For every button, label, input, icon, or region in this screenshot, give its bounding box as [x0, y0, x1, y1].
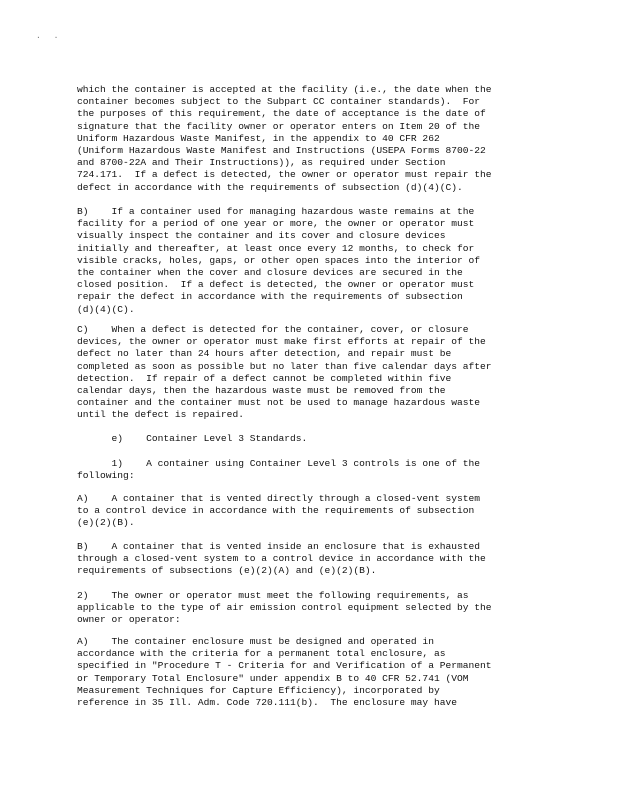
text-line: completed as soon as possible but no later than five calendar days after	[77, 360, 492, 372]
text-line: until the defect is repaired.	[77, 409, 244, 421]
text-line: e) Container Level 3 Standards.	[77, 433, 308, 444]
text-line: reference in 35 Ill. Adm. Code 720.111(b). The enclosure may have	[77, 697, 457, 709]
text-line: following:	[77, 470, 135, 482]
paragraph-item-2	[77, 590, 537, 627]
text-line: to a control device in accordance with the requirements of subsection	[77, 505, 475, 517]
text-line: owner or operator:	[77, 614, 181, 626]
paragraph-item-c	[77, 324, 537, 422]
paragraph-item-e1b	[77, 541, 537, 578]
text-line: detection. If repair of a defect cannot be completed within five	[77, 372, 452, 384]
text-line: container becomes subject to the Subpart CC container standards). For	[77, 96, 481, 108]
paragraph-continuation	[77, 84, 537, 194]
text-line: or Temporary Total Enclosure" under appendix B to 40 CFR 52.741 (VOM	[77, 672, 469, 684]
text-line: (e)(2)(B).	[77, 517, 135, 529]
text-line: visually inspect the container and its cover and closure devices	[77, 230, 446, 242]
text-line: requirements of subsections (e)(2)(A) and (e)(2)(B).	[77, 565, 377, 577]
corner-mark: . .	[36, 31, 63, 40]
text-line: (d)(4)(C).	[77, 303, 135, 315]
text-line: initially and thereafter, at least once every 12 months, to check for	[77, 242, 475, 254]
paragraph-item-e1a	[77, 493, 537, 530]
text-line: which the container is accepted at the facility (i.e., the date when the	[77, 84, 492, 95]
text-line: accordance with the criteria for a permanent total enclosure, as	[77, 648, 446, 660]
text-line: 724.171. If a defect is detected, the owner or operator must repair the	[77, 169, 492, 181]
section-heading-container-level-3	[77, 433, 537, 445]
text-line: repair the defect in accordance with the requirements of subsection	[77, 291, 463, 303]
text-line: and 8700-22A and Their Instructions)), as required under Section	[77, 157, 446, 169]
text-line: A) The container enclosure must be designed and operated in	[77, 636, 434, 647]
text-line: the purposes of this requirement, the date of acceptance is the date of	[77, 108, 486, 120]
text-line: calendar days, then the hazardous waste must be removed from the	[77, 385, 446, 397]
text-line: 2) The owner or operator must meet the following requirements, as	[77, 590, 469, 601]
text-line: through a closed-vent system to a control device in accordance with the	[77, 553, 486, 565]
text-line: defect no later than 24 hours after detection, and repair must be	[77, 348, 452, 360]
text-line: defect in accordance with the requirements of subsection (d)(4)(C).	[77, 181, 463, 193]
text-line: B) A container that is vented inside an enclosure that is exhausted	[77, 541, 481, 552]
text-line: C) When a defect is detected for the container, cover, or closure	[77, 324, 469, 335]
text-line: specified in "Procedure T - Criteria for and Verification of a Permanent	[77, 660, 492, 672]
paragraph-item-1	[77, 458, 537, 482]
paragraph-item-b	[77, 206, 537, 316]
text-line: applicable to the type of air emission control equipment selected by the	[77, 602, 492, 614]
text-line: the container when the cover and closure devices are secured in the	[77, 267, 463, 279]
text-line: B) If a container used for managing hazardous waste remains at the	[77, 206, 475, 217]
text-line: 1) A container using Container Level 3 controls is one of the	[77, 458, 481, 469]
text-line: facility for a period of one year or more, the owner or operator must	[77, 218, 475, 230]
paragraph-item-e2a	[77, 636, 537, 709]
text-line: container and the container must not be used to manage hazardous waste	[77, 397, 481, 409]
text-line: signature that the facility owner or operator enters on Item 20 of the	[77, 120, 481, 132]
text-line: closed position. If a defect is detected, the owner or operator must	[77, 279, 475, 291]
text-line: visible cracks, holes, gaps, or other open spaces into the interior of	[77, 254, 481, 266]
text-line: (Uniform Hazardous Waste Manifest and Instructions (USEPA Forms 8700-22	[77, 145, 486, 157]
text-line: Measurement Techniques for Capture Efficiency), incorporated by	[77, 684, 440, 696]
text-line: Uniform Hazardous Waste Manifest, in the appendix to 40 CFR 262	[77, 132, 440, 144]
text-line: devices, the owner or operator must make first efforts at repair of the	[77, 336, 486, 348]
text-line: A) A container that is vented directly through a closed-vent system	[77, 493, 481, 504]
